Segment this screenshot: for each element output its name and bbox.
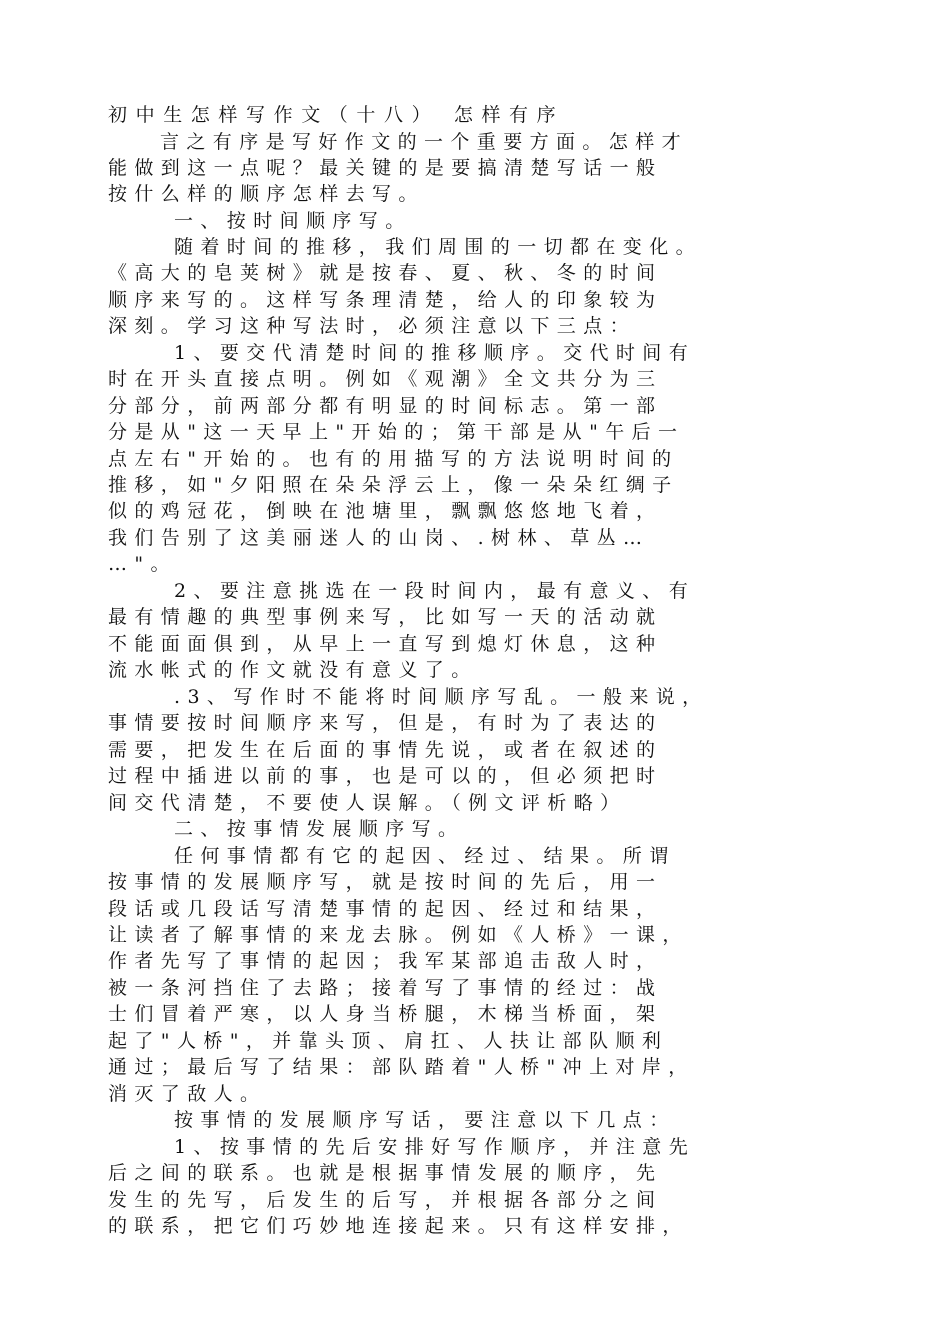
text-line: 后之间的联系。也就是根据事情发展的顺序，先 bbox=[108, 1162, 663, 1184]
text-line: 被一条河挡住了去路；接着写了事情的经过：战 bbox=[108, 977, 663, 999]
text-line: 不能面面俱到，从早上一直写到熄灯休息，这种 bbox=[108, 633, 663, 655]
text-line: 我们告别了这美丽迷人的山岗、.树林、草丛… bbox=[108, 527, 650, 549]
text-line: 深刻。学习这种写法时，必须注意以下三点： bbox=[108, 315, 637, 337]
text-line: 按什么样的顺序怎样去写。 bbox=[108, 183, 425, 205]
text-line: 分部分，前两部分都有明显的时间标志。第一部 bbox=[108, 395, 663, 417]
text-line: 流水帐式的作文就没有意义了。 bbox=[108, 659, 478, 681]
text-line: 《高大的皂荚树》就是按春、夏、秋、冬的时间 bbox=[108, 262, 663, 284]
text-line: 按事情的发展顺序写，就是按时间的先后，用一 bbox=[108, 871, 663, 893]
text-line: 顺序来写的。这样写条理清楚，给人的印象较为 bbox=[108, 289, 663, 311]
text-line: 推移，如"夕阳照在朵朵浮云上，像一朵朵红绸子 bbox=[108, 474, 679, 496]
text-line: …"。 bbox=[108, 553, 177, 575]
text-line: 1、要交代清楚时间的推移顺序。交代时间有 bbox=[174, 342, 696, 364]
section-heading: 一、按时间顺序写。 bbox=[174, 210, 412, 232]
text-line: 点左右"开始的。也有的用描写的方法说明时间的 bbox=[108, 448, 679, 470]
text-line: 的联系，把它们巧妙地连接起来。只有这样安排， bbox=[108, 1215, 689, 1237]
text-line: 时在开头直接点明。例如《观潮》全文共分为三 bbox=[108, 368, 663, 390]
text-line: 过程中插进以前的事，也是可以的，但必须把时 bbox=[108, 765, 663, 787]
document-title: 初中生怎样写作文（十八） 怎样有序 bbox=[108, 104, 565, 126]
text-line: 消灭了敌人。 bbox=[108, 1083, 267, 1105]
text-line: 段话或几段话写清楚事情的起因、经过和结果， bbox=[108, 898, 663, 920]
text-line: 随着时间的推移，我们周围的一切都在变化。 bbox=[174, 236, 703, 258]
text-line: .3、写作时不能将时间顺序写乱。一般来说， bbox=[174, 686, 709, 708]
text-line: 按事情的发展顺序写话，要注意以下几点： bbox=[174, 1109, 676, 1131]
text-line: 需要，把发生在后面的事情先说，或者在叙述的 bbox=[108, 739, 663, 761]
text-line: 分是从"这一天早上"开始的；第干部是从"午后一 bbox=[108, 421, 685, 443]
text-line: 让读者了解事情的来龙去脉。例如《人桥》一课， bbox=[108, 924, 689, 946]
text-line: 发生的先写，后发生的后写，并根据各部分之间 bbox=[108, 1189, 663, 1211]
text-line: 言之有序是写好作文的一个重要方面。怎样才 bbox=[160, 131, 689, 153]
text-line: 士们冒着严寒，以人身当桥腿，木梯当桥面，架 bbox=[108, 1003, 663, 1025]
text-line: 2、要注意挑选在一段时间内，最有意义、有 bbox=[174, 580, 696, 602]
text-line: 任何事情都有它的起因、经过、结果。所谓 bbox=[174, 845, 676, 867]
section-heading: 二、按事情发展顺序写。 bbox=[174, 818, 465, 840]
text-line: 1、按事情的先后安排好写作顺序，并注意先 bbox=[174, 1136, 696, 1158]
text-line: 事情要按时间顺序来写，但是，有时为了表达的 bbox=[108, 712, 663, 734]
text-line: 似的鸡冠花，倒映在池塘里，飘飘悠悠地飞着， bbox=[108, 500, 663, 522]
text-line: 最有情趣的典型事例来写，比如写一天的活动就 bbox=[108, 606, 663, 628]
text-line: 通过；最后写了结果：部队踏着"人桥"冲上对岸， bbox=[108, 1056, 695, 1078]
text-line: 间交代清楚，不要使人误解。（例文评析略） bbox=[108, 792, 627, 814]
text-line: 作者先写了事情的起因；我军某部追击敌人时， bbox=[108, 950, 663, 972]
text-line: 能做到这一点呢？最关键的是要搞清楚写话一般 bbox=[108, 157, 663, 179]
text-line: 起了"人桥"，并靠头顶、肩扛、人扶让部队顺利 bbox=[108, 1030, 669, 1052]
